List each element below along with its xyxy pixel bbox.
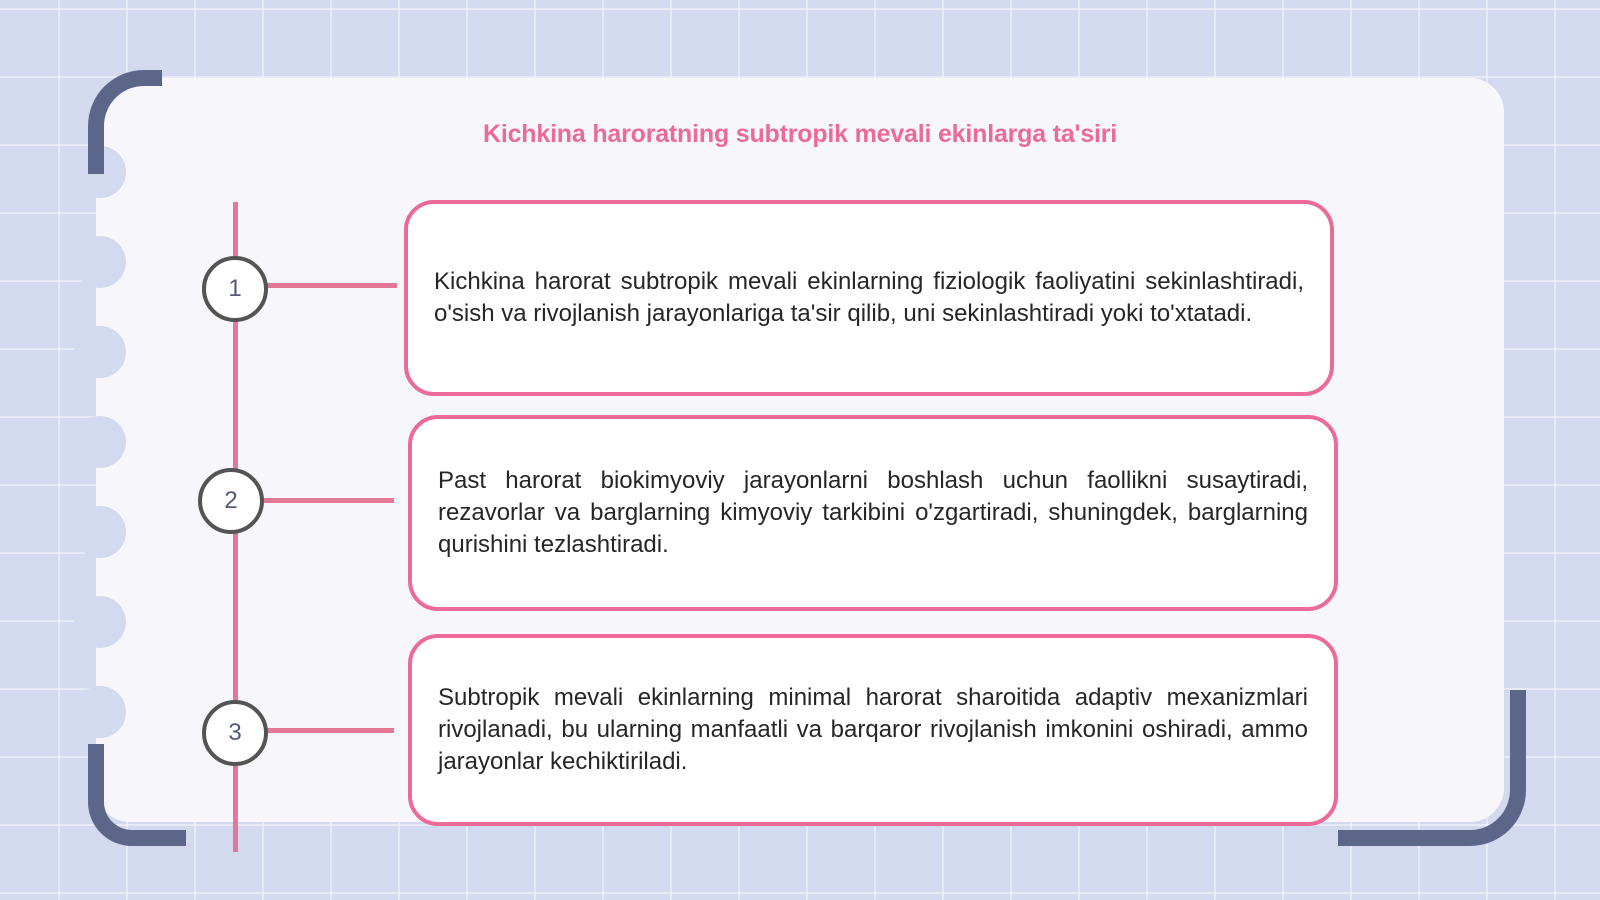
text-box-content: Kichkina harorat subtropik mevali ekinlarning fiziologik faoliyatini sekinlashtiradi, o'sish va rivojlanish jarayonlariga ta'sir qilib, uni sekinlashtiradi yoki to'xtatadi. <box>434 268 1304 327</box>
slide-title: Kichkina haroratning subtropik mevali ekinlarga ta'siri <box>482 120 1118 148</box>
step-number: 1 <box>228 275 242 302</box>
text-box-content: Subtropik mevali ekinlarning minimal harorat sharoitida adaptiv mexanizmlari rivojlanadi, bu ularning manfaatli va barqaror rivojlanish imkonini oshiradi, ammo jarayonlar kechiktiriladi. <box>438 684 1308 775</box>
step-marker-1 <box>202 256 268 322</box>
step-number: 2 <box>224 487 238 514</box>
text-box-3 <box>408 634 1338 826</box>
text-box-content: Past harorat biokimyoviy jarayonlarni boshlash uchun faollikni susaytiradi, rezavorlar va barglarning kimyoviy tarkibini o'zgartiradi, shuningdek, barglarning qurishini tezlashtiradi. <box>438 467 1308 558</box>
notebook-hole <box>74 506 126 558</box>
step-number: 3 <box>228 719 242 746</box>
text-box-1 <box>404 200 1334 396</box>
notebook-hole <box>74 326 126 378</box>
notebook-hole <box>74 686 126 738</box>
connector-line-1 <box>265 283 397 288</box>
notebook-hole <box>74 416 126 468</box>
corner-bracket-bottom-left <box>88 744 186 846</box>
text-box-2 <box>408 415 1338 611</box>
connector-line-3 <box>266 728 394 733</box>
corner-bracket-bottom-right <box>1338 690 1526 846</box>
notebook-hole <box>74 596 126 648</box>
step-marker-2 <box>198 468 264 534</box>
connector-line-2 <box>262 498 394 503</box>
step-marker-3 <box>202 700 268 766</box>
notebook-hole <box>74 236 126 288</box>
